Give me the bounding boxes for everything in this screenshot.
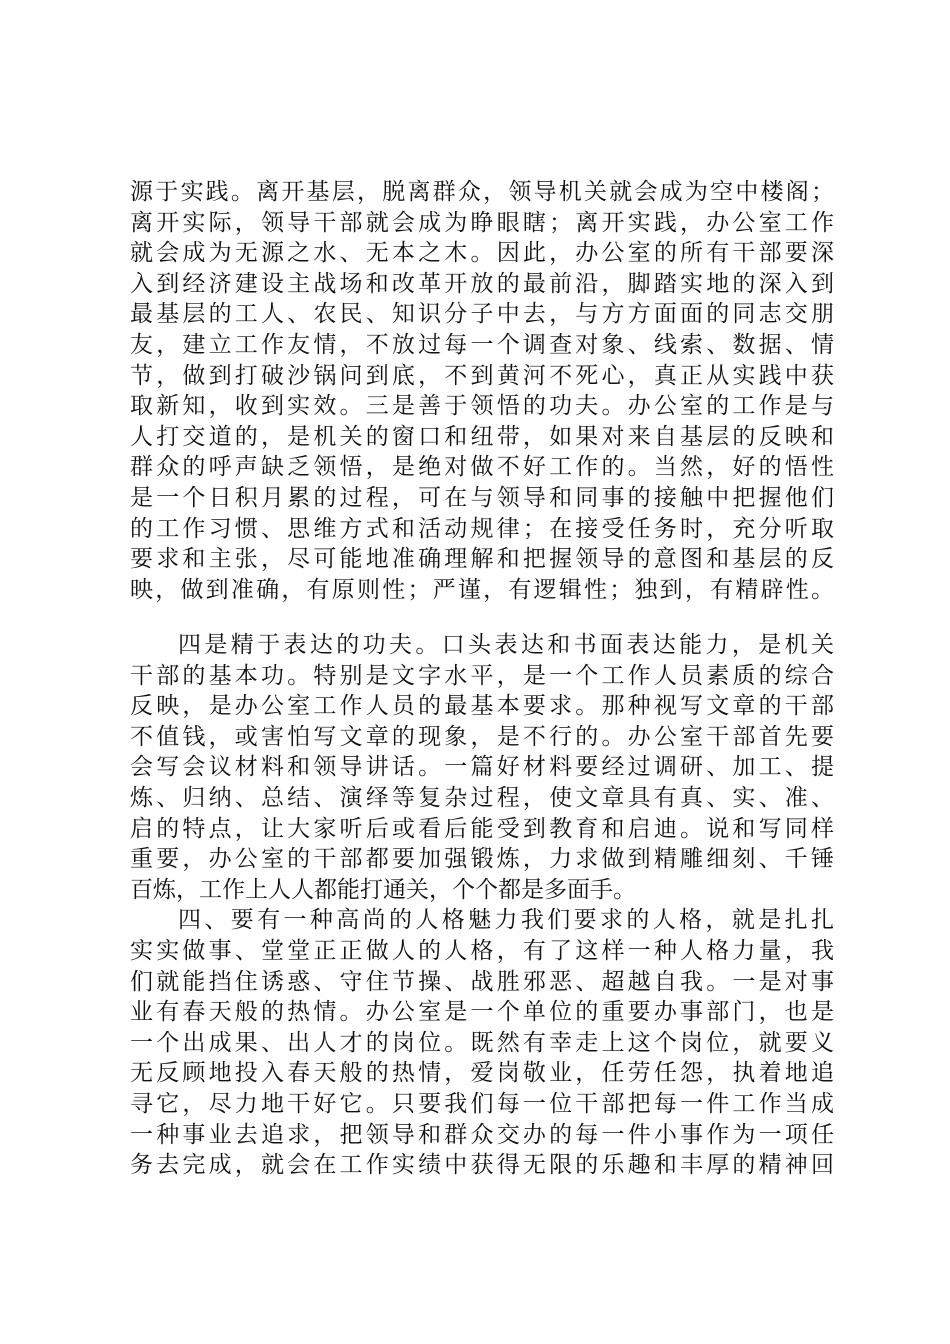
- text-line: 重要，办公室的干部都要加强锻炼，力求做到精雕细刻、千锤: [130, 846, 834, 873]
- paragraph-2: [130, 630, 834, 905]
- text-line: 就会成为无源之水、无本之木。因此，办公室的所有干部要深: [130, 240, 834, 267]
- text-line: 要求和主张，尽可能地准确理解和把握领导的意图和基层的反: [130, 546, 834, 573]
- text-line: 是一个日积月累的过程，可在与领导和同事的接触中把握他们: [130, 484, 834, 511]
- text-line: 不值钱，或害怕写文章的现象，是不行的。办公室干部首先要: [130, 723, 834, 750]
- text-line: 干部的基本功。特别是文字水平，是一个工作人员素质的综合: [130, 662, 834, 689]
- paragraph-3: [130, 905, 834, 1180]
- text-line: 群众的呼声缺乏领悟，是绝对做不好工作的。当然，好的悟性: [130, 454, 834, 481]
- text-line: 业有春天般的热情。办公室是一个单位的重要办事部门，也是: [130, 999, 834, 1026]
- text-line: 入到经济建设主战场和改革开放的最前沿，脚踏实地的深入到: [130, 270, 834, 297]
- text-line: 会写会议材料和领导讲话。一篇好材料要经过调研、加工、提: [130, 754, 834, 781]
- text-line: 节，做到打破沙锅问到底，不到黄河不死心，真正从实践中获: [130, 362, 834, 389]
- paragraph-group-2: [130, 630, 834, 1181]
- text-line: 最基层的工人、农民、知识分子中去，与方方面面的同志交朋: [130, 301, 834, 328]
- text-line-first: 四、要有一种高尚的人格魅力我们要求的人格，就是扎扎: [178, 907, 834, 934]
- text-line-last: 百炼，工作上人人都能打通关，个个都是多面手。: [130, 876, 636, 903]
- text-line: 实实做事、堂堂正正做人的人格，有了这样一种人格力量，我: [130, 937, 834, 964]
- text-line: 取新知，收到实效。三是善于领悟的功夫。办公室的工作是与: [130, 393, 834, 420]
- text-line: 映，做到准确，有原则性；严谨，有逻辑性；独到，有精辟性。: [130, 576, 834, 603]
- text-line: 反映，是办公室工作人员的最基本要求。那种视写文章的干部: [130, 693, 834, 720]
- text-line: 炼、归纳、总结、演绎等复杂过程，使文章具有真、实、准、: [130, 784, 834, 811]
- text-line: 务去完成，就会在工作实绩中获得无限的乐趣和丰厚的精神回: [130, 1152, 834, 1179]
- text-line: 离开实际，领导干部就会成为睁眼瞎；离开实践，办公室工作: [130, 209, 834, 236]
- text-line: 的工作习惯、思维方式和活动规律；在接受任务时，充分听取: [130, 515, 834, 542]
- text-line: 一种事业去追求，把领导和群众交办的每一件小事作为一项任: [130, 1121, 834, 1148]
- text-line: 源于实践。离开基层，脱离群众，领导机关就会成为空中楼阁；: [130, 179, 834, 205]
- text-line-first: 四是精于表达的功夫。口头表达和书面表达能力，是机关: [178, 632, 834, 658]
- text-line: 寻它，尽力地干好它。只要我们每一位干部把每一件工作当成: [130, 1090, 834, 1117]
- text-line: 友，建立工作友情，不放过每一个调查对象、线索、数据、情: [130, 331, 834, 358]
- text-line: 无反顾地投入春天般的热情，爱岗敬业，任劳任怨，执着地追: [130, 1060, 834, 1087]
- text-line: 一个出成果、出人才的岗位。既然有幸走上这个岗位，就要义: [130, 1029, 834, 1056]
- text-line: 人打交道的，是机关的窗口和纽带，如果对来自基层的反映和: [130, 423, 834, 450]
- paragraph-1: [130, 177, 834, 605]
- text-line: 启的特点，让大家听后或看后能受到教育和启迪。说和写同样: [130, 815, 834, 842]
- text-line: 们就能挡住诱惑、守住节操、战胜邪恶、超越自我。一是对事: [130, 968, 834, 995]
